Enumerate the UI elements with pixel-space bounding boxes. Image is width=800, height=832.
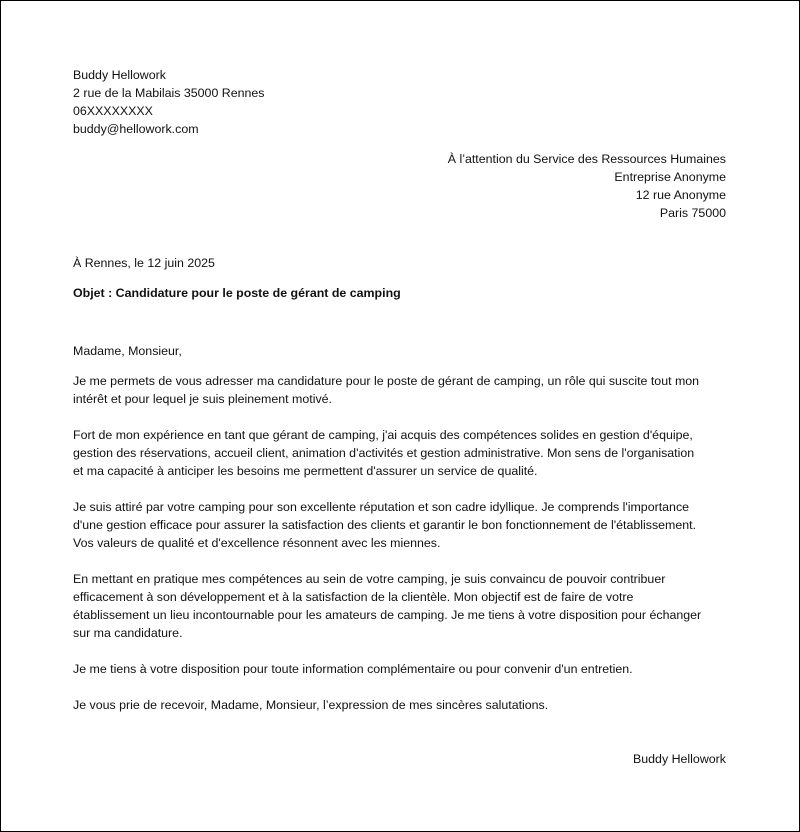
paragraph-line: efficacement à son développement et à la satisfaction de la clientèle. Mon objectif est de faire de votre [73, 590, 634, 604]
paragraph-line: sur ma candidature. [73, 626, 183, 640]
recipient-attention: À l’attention du Service des Ressources Humaines [447, 152, 726, 166]
paragraph-line: Je me tiens à votre disposition pour toute information complémentaire ou pour convenir d'un entretien. [73, 662, 633, 676]
recipient-city: Paris 75000 [659, 206, 726, 220]
paragraph-line: et ma capacité à anticiper les besoins me permettent d'assurer un service de qualité. [73, 464, 538, 478]
salutation: Madame, Monsieur, [73, 344, 182, 358]
paragraph-line: En mettant en pratique mes compétences au sein de votre camping, je suis convaincu de pouvoir contribuer [73, 572, 666, 586]
paragraph-line: Vos valeurs de qualité et d'excellence résonnent avec les miennes. [73, 536, 441, 550]
sender-address: 2 rue de la Mabilais 35000 Rennes [73, 86, 265, 100]
subject-line: Objet : Candidature pour le poste de gérant de camping [73, 286, 401, 300]
recipient-street: 12 rue Anonyme [635, 188, 726, 202]
paragraph-line: gestion des réservations, accueil client, animation d'activités et gestion administrative. Mon sens de l'organisation [73, 446, 695, 460]
paragraph-line: établissement un lieu incontournable pour les amateurs de camping. Je me tiens à votre disposition pour échanger [73, 608, 702, 622]
paragraph-line: Je suis attiré par votre camping pour son excellente réputation et son cadre idyllique. Je comprends l'importance [73, 500, 690, 514]
sender-name: Buddy Hellowork [73, 68, 166, 82]
paragraph-line: Je me permets de vous adresser ma candidature pour le poste de gérant de camping, un rôle qui suscite tout mon [73, 374, 700, 388]
paragraph-line: d'une gestion efficace pour assurer la satisfaction des clients et garantir le bon fonctionnement de l'établissement. [73, 518, 697, 532]
signature: Buddy Hellowork [633, 752, 726, 766]
paragraph-line: intérêt et pour lequel je suis pleinement motivé. [73, 392, 332, 406]
sender-phone: 06XXXXXXXX [73, 104, 153, 118]
closing-line: Je vous prie de recevoir, Madame, Monsieur, l’expression de mes sincères salutations. [73, 698, 549, 712]
date-line: À Rennes, le 12 juin 2025 [73, 256, 215, 270]
paragraph-line: Fort de mon expérience en tant que gérant de camping, j'ai acquis des compétences solides en gestion d'équipe, [73, 428, 693, 442]
sender-email: buddy@hellowork.com [73, 122, 199, 136]
recipient-company: Entreprise Anonyme [614, 170, 726, 184]
